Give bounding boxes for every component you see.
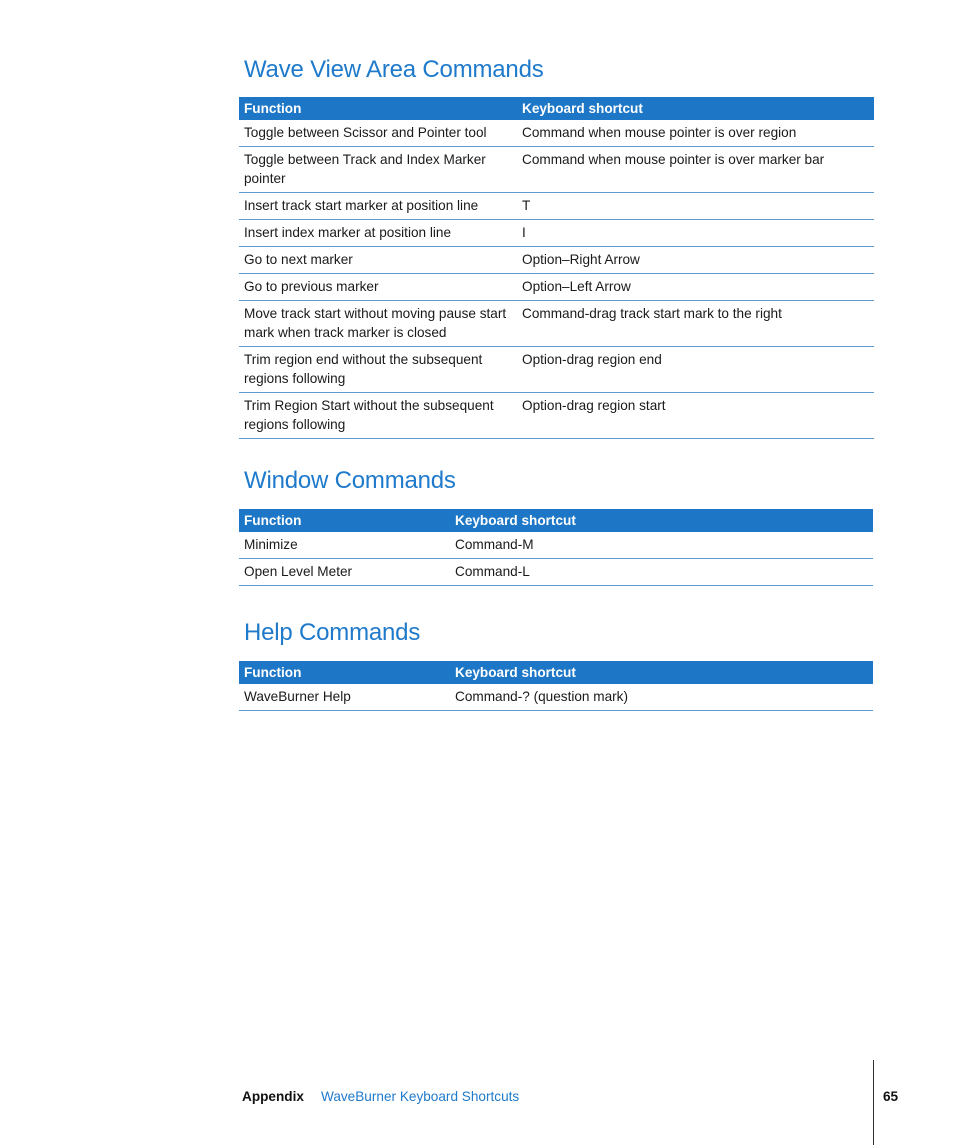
shortcut-cell: I [517, 220, 874, 247]
table-row [239, 220, 874, 247]
column-header-shortcut: Keyboard shortcut [450, 509, 873, 532]
column-header-shortcut: Keyboard shortcut [517, 97, 874, 120]
help-commands-table [239, 661, 873, 711]
column-header-function: Function [239, 97, 517, 120]
table-row [239, 247, 874, 274]
section-title-wave-view: Wave View Area Commands [244, 56, 544, 83]
function-cell: Toggle between Scissor and Pointer tool [239, 120, 517, 147]
shortcut-cell: Command when mouse pointer is over region [517, 120, 874, 147]
function-cell: Trim region end without the subsequent regions following [239, 347, 517, 393]
shortcut-cell: Option–Right Arrow [517, 247, 874, 274]
function-cell: Go to previous marker [239, 274, 517, 301]
section-title-help: Help Commands [244, 619, 421, 646]
table-row [239, 559, 873, 586]
table-row [239, 347, 874, 393]
function-cell: Move track start without moving pause start mark when track marker is closed [239, 301, 517, 347]
function-cell: Insert index marker at position line [239, 220, 517, 247]
shortcut-cell: Option-drag region end [517, 347, 874, 393]
page-number: 65 [883, 1089, 899, 1104]
table-header-row [239, 97, 874, 120]
column-header-shortcut: Keyboard shortcut [450, 661, 873, 684]
section-title-window: Window Commands [244, 467, 456, 494]
table-row [239, 120, 874, 147]
function-cell: Toggle between Track and Index Marker pointer [239, 147, 517, 193]
shortcut-cell: Command-M [450, 532, 873, 559]
function-cell: WaveBurner Help [239, 684, 450, 711]
shortcut-cell: T [517, 193, 874, 220]
shortcut-cell: Command-? (question mark) [450, 684, 873, 711]
shortcut-cell: Option–Left Arrow [517, 274, 874, 301]
shortcut-cell: Option-drag region start [517, 393, 874, 439]
shortcut-cell: Command when mouse pointer is over marker bar [517, 147, 874, 193]
function-cell: Open Level Meter [239, 559, 450, 586]
table-row [239, 147, 874, 193]
function-cell: Minimize [239, 532, 450, 559]
table-header-row [239, 509, 873, 532]
table-row [239, 301, 874, 347]
table-row [239, 274, 874, 301]
window-commands-table [239, 509, 873, 586]
column-header-function: Function [239, 509, 450, 532]
function-cell: Go to next marker [239, 247, 517, 274]
footer-chapter-title: WaveBurner Keyboard Shortcuts [321, 1089, 520, 1104]
table-row [239, 684, 873, 711]
footer-appendix-label: Appendix [242, 1089, 304, 1104]
function-cell: Trim Region Start without the subsequent regions following [239, 393, 517, 439]
function-cell: Insert track start marker at position line [239, 193, 517, 220]
table-row [239, 532, 873, 559]
footer-divider [873, 1060, 874, 1145]
shortcut-cell: Command-L [450, 559, 873, 586]
column-header-function: Function [239, 661, 450, 684]
table-header-row [239, 661, 873, 684]
shortcut-cell: Command-drag track start mark to the right [517, 301, 874, 347]
table-row [239, 393, 874, 439]
wave-view-commands-table [239, 97, 874, 439]
table-row [239, 193, 874, 220]
